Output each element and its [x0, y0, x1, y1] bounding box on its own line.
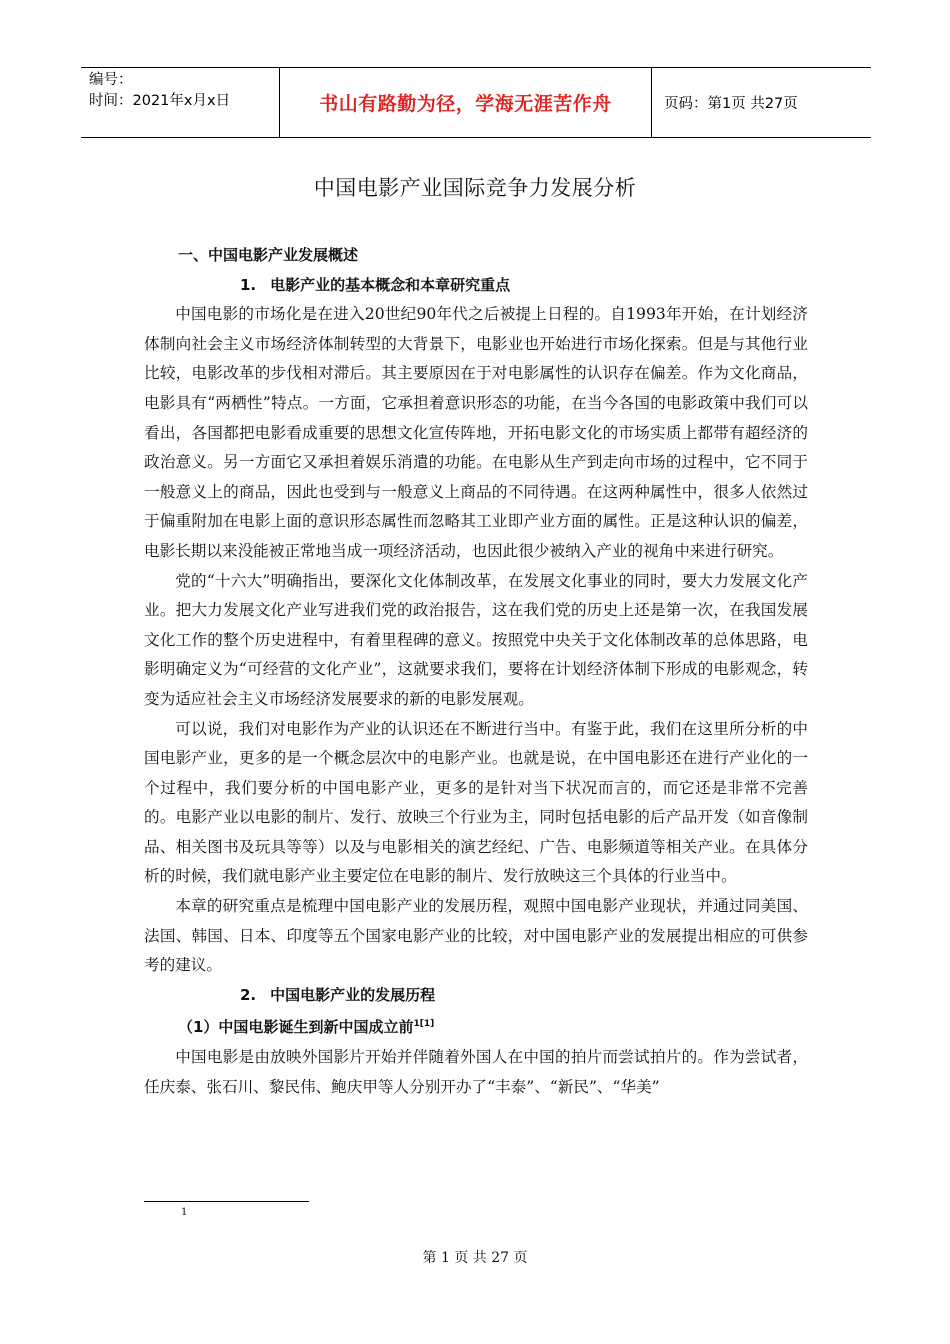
document-body — [144, 241, 808, 1102]
document-title: 中国电影产业国际竞争力发展分析 — [313, 176, 637, 200]
subsection-title: 电影产业的基本概念和本章研究重点 — [270, 275, 511, 294]
subsubsection-title: （1）中国电影诞生到新中国成立前 — [178, 1018, 414, 1037]
paragraph-4: 本章的研究重点是梳理中国电影产业的发展历程，观照中国电影产业现状，并通过同美国、法国、韩国、日本、印度等五个国家电影产业的比较，对中国电影产业的发展提出相应的可供参考的建议。 — [144, 897, 808, 975]
footnote-number: 1 — [181, 1207, 188, 1218]
footnote-divider — [144, 1201, 309, 1202]
header-table — [81, 67, 871, 138]
subsubsection-heading — [144, 1010, 808, 1043]
subsection-heading-1 — [144, 271, 808, 301]
paragraph-5: 中国电影是由放映外国影片开始并伴随着外国人在中国的拍片而尝试拍片的。作为尝试者，任庆泰、张石川、黎民伟、鲍庆甲等人分别开办了“丰泰”、“新民”、“华美” — [144, 1048, 808, 1096]
page-footer: 第 1 页 共 27 页 — [422, 1250, 528, 1266]
paragraph-2: 党的“十六大”明确指出，要深化文化体制改革，在发展文化事业的同时，要大力发展文化产业。把大力发展文化产业写进我们党的政治报告，这在我们党的历史上还是第一次，在我国发展文化工作的整个历史进程中，有着里程碑的意义。按照党中央关于文化体制改革的总体思路，电影明确定义为“可经营的文化产业”，这就要求我们，要将在计划经济体制下形成的电影观念，转变为适应社会主义市场经济发展要求的新的电影发展观。 — [144, 571, 808, 708]
subsection-title: 中国电影产业的发展历程 — [270, 985, 436, 1004]
header-page-info: 页码：第1页 共27页 — [664, 96, 798, 112]
section-heading: 一、中国电影产业发展概述 — [178, 246, 359, 264]
number-label: 编号： — [89, 72, 133, 88]
paragraph-1: 中国电影的市场化是在进入20世纪90年代之后被提上日程的。自1993年开始，在计划经济体制向社会主义市场经济体制转型的大背景下，电影业也开始进行市场化探索。但是与其他行业比较，电影改革的步伐相对滞后。其主要原因在于对电影属性的认识存在偏差。作为文化商品，电影具有“两栖性”特点。一方面，它承担着意识形态的功能，在当今各国的电影政策中我们可以看出，各国都把电影看成重要的思想文化宣传阵地，开拓电影文化的市场实质上都带有超经济的政治意义。另一方面它又承担着娱乐消遣的功能。在电影从生产到走向市场的过程中，它不同于一般意义上的商品，因此也受到与一般意义上商品的不同待遇。在这两种属性中，很多人依然过于偏重附加在电影上面的意识形态属性而忽略其工业即产业方面的属性。正是这种认识的偏差，电影长期以来没能被正常地当成一项经济活动，也因此很少被纳入产业的视角中来进行研究。 — [144, 305, 808, 560]
header-meta — [81, 68, 279, 137]
paragraph-3: 可以说，我们对电影作为产业的认识还在不断进行当中。有鉴于此，我们在这里所分析的中国电影产业，更多的是一个概念层次中的电影产业。也就是说，在中国电影还在进行产业化的一个过程中，我们要分析的中国电影产业，更多的是针对当下状况而言的，而它还是非常不完善的。电影产业以电影的制片、发行、放映三个行业为主，同时包括电影的后产品开发（如音像制品、相关图书及玩具等等）以及与电影相关的演艺经纪、广告、电影频道等相关产业。在具体分析的时候，我们就电影产业主要定位在电影的制片、发行放映这三个具体的行业当中。 — [144, 719, 808, 886]
header-motto: 书山有路勤为径，学海无涯苦作舟 — [279, 68, 652, 137]
time-label: 时间：2021年x月x日 — [89, 93, 231, 109]
subsection-number: 2. — [240, 985, 257, 1004]
subsection-number: 1. — [240, 275, 257, 294]
subsection-heading-2 — [144, 981, 808, 1011]
footnote-reference[interactable]: 1[1] — [413, 1019, 435, 1030]
